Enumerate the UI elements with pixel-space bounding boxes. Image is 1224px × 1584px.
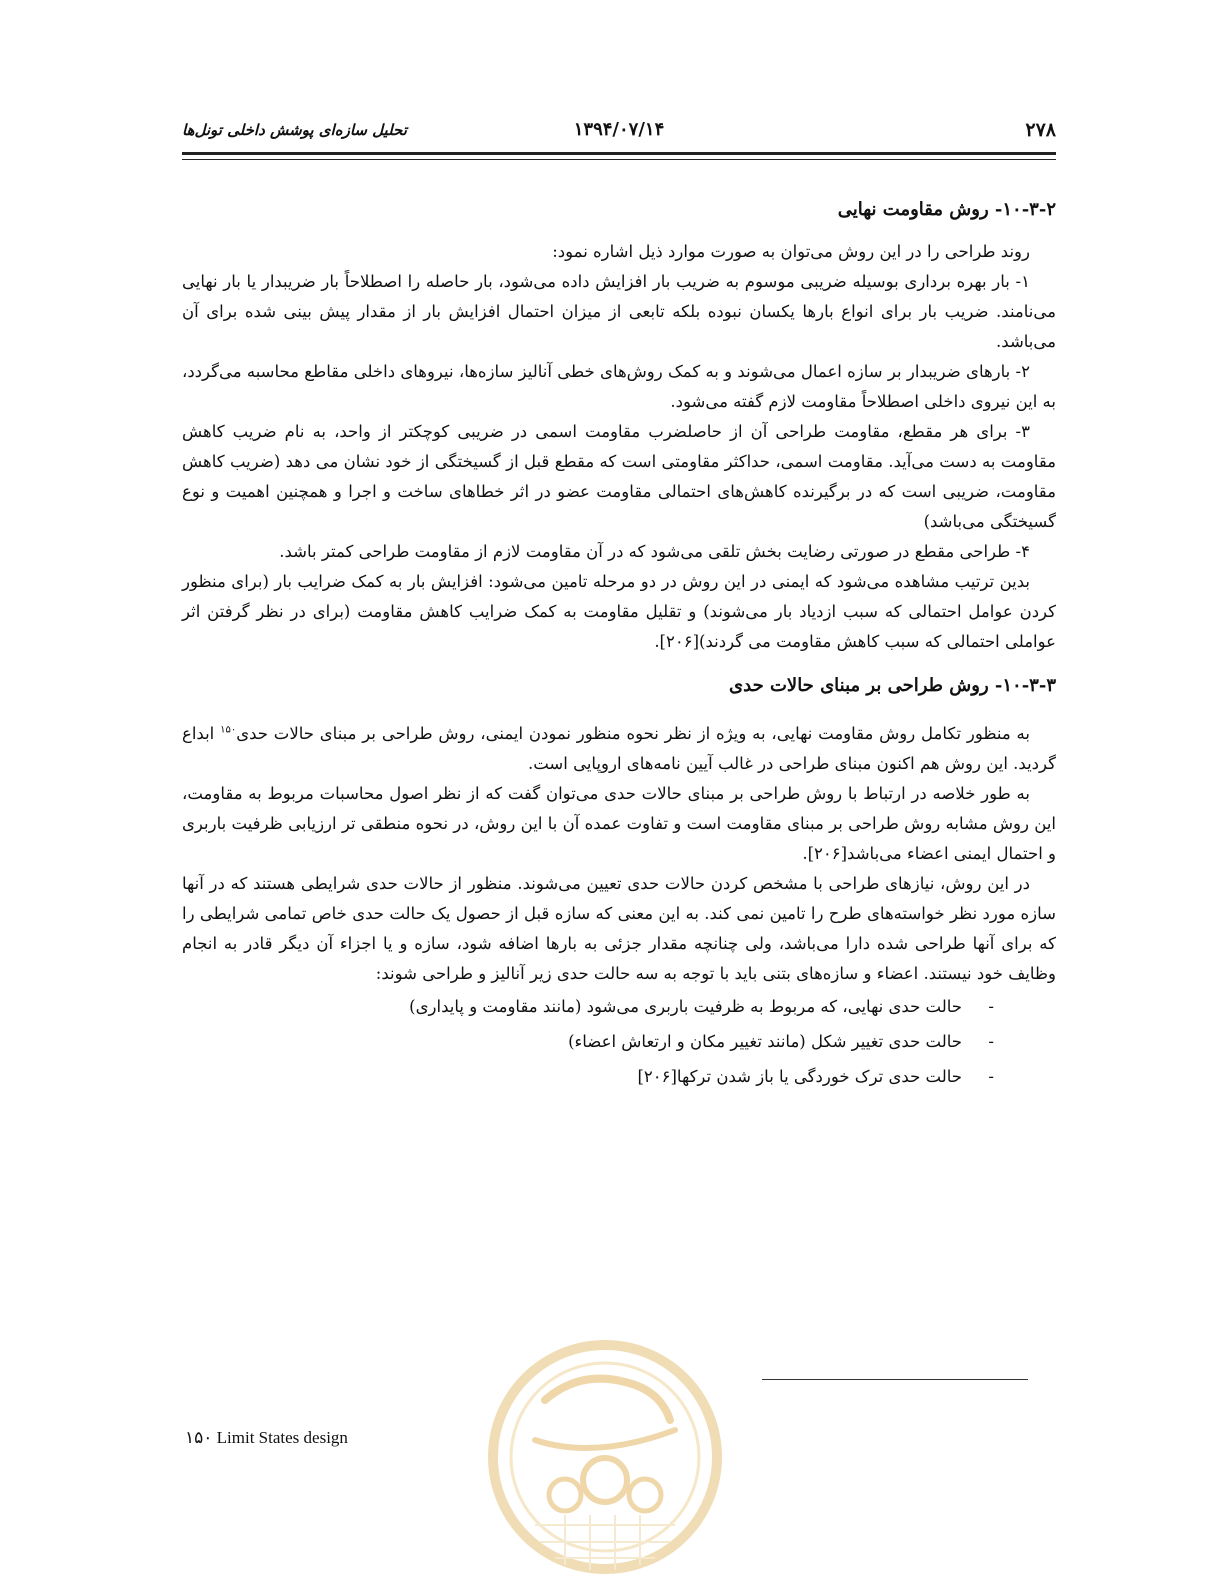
section1-conclusion: بدین ترتیب مشاهده می‌شود که ایمنی در این روش در دو مرحله تامین می‌شود: افزایش بار به کمک ضرایب بار (برای منظور کردن عوامل احتمالی که سبب ازدیاد بار می‌شوند) و تقلیل مقاومت به کمک ضرایب کاهش مقاومت (برای در نظر گرفتن اثر عواملی احتمالی که سبب کاهش مقاومت می گردند)[۲۰۶]. (182, 572, 1056, 651)
section2-p1-text-end: ابداع گردید. این روش هم اکنون مبنای طراحی در غالب آیین نامه‌های اروپایی است. (182, 724, 1056, 773)
section2-paragraph-3: در این روش، نیازهای طراحی با مشخص کردن حالات حدی تعیین می‌شوند. منظور از حالات حدی شرایطی هستند که در آنها سازه مورد نظر خواسته‌های طرح را تامین نمی کند. به این معنی که سازه قبل از حصول یک حالت حدی خاص تمامی شرایطی را که برای آنها طراحی شده دارا می‌باشد، ولی چنانچه مقدار جزئی به بارها اضافه شود، سازه و یا اجزاء آن دیگر قادر به انجام وظایف خود نیستند. اعضاء و سازه‌های بتنی باید با توجه به سه حالت حدی زیر آنالیز و طراحی شوند: (182, 874, 1056, 983)
list-item (182, 1024, 994, 1059)
footnote: ۱۵۰ Limit States design (185, 1428, 348, 1447)
section1-item-1: ۱- بار بهره برداری بوسیله ضریبی موسوم به ضریب بار افزایش داده می‌شود، بار حاصله را اصطلاحاً بار ضریبدار یا بار نهایی می‌نامند. ضریب بار برای انواع بارها یکسان نبوده بلکه تابعی از میزان احتمال افزایش بار از مقدار پیش بینی شده برای آن می‌باشد. (182, 272, 1056, 351)
section1-item-2: ۲- بارهای ضریبدار بر سازه اعمال می‌شوند و به کمک روش‌های خطی آنالیز سازه‌ها، نیروهای داخلی مقاطع محاسبه می‌گردد، به این نیروی داخلی اصطلاحاً مقاومت لازم گفته می‌شود. (182, 362, 1056, 411)
header-rule-thick (182, 152, 1056, 155)
section2-p1-text: به منظور تکامل روش مقاومت نهایی، به ویژه از نظر نحوه منظور نمودن ایمنی، روش طراحی بر مبنای حالات حدی (236, 724, 1030, 743)
page-number: ۲۷۸ (1025, 119, 1056, 141)
list-item (182, 1059, 994, 1094)
header-rule-thin (182, 159, 1056, 160)
section-heading-ultimate-strength: ۱۰-۳-۲- روش مقاومت نهایی (837, 199, 1056, 220)
publisher-seal-icon (485, 1330, 725, 1584)
page-body (182, 195, 1056, 1094)
list-dash: - (988, 1067, 994, 1086)
list-item-text: حالت حدی ترک خوردگی یا باز شدن ترکها[۲۰۶] (637, 1067, 962, 1086)
section1-intro: روند طراحی را در این روش می‌توان به صورت موارد ذیل اشاره نمود: (552, 242, 1030, 261)
list-dash: - (988, 997, 994, 1016)
section1-item-3: ۳- برای هر مقطع، مقاومت طراحی آن از حاصلضرب مقاومت اسمی در ضریبی کوچکتر از واحد، به نام ضریب کاهش مقاومت به دست می‌آید. مقاومت اسمی، حداکثر مقاومتی است که مقطع قبل از گسیختگی از خود نشان می دهد (ضریب کاهش مقاومت، ضریبی است که در برگیرنده کاهش‌های احتمالی مقاومت عضو در اثر خطاهای ساخت و اجرا و همچنین اهمیت و نوع گسیختگی می‌باشد) (182, 422, 1056, 531)
section2-paragraph-1 (182, 719, 1056, 779)
list-item-text: حالت حدی تغییر شکل (مانند تغییر مکان و ارتعاش اعضاء) (568, 1032, 962, 1051)
section1-item-4: ۴- طراحی مقطع در صورتی رضایت بخش تلقی می‌شود که در آن مقاومت لازم از مقاومت طراحی کمتر باشد. (279, 542, 1030, 561)
section2-paragraph-2: به طور خلاصه در ارتباط با روش طراحی بر مبنای حالات حدی می‌توان گفت که از نظر اصول محاسبات مربوط به مقاومت، این روش مشابه روش طراحی بر مبنای مقاومت است و تفاوت عمده آن با این روش، در نحوه منطقی تر ارزیابی ظرفیت باربری و احتمال ایمنی اعضاء می‌باشد[۲۰۶]. (182, 784, 1056, 863)
list-dash: - (988, 1032, 994, 1051)
book-title: تحلیل سازه‌ای پوشش داخلی تونل‌ها (182, 121, 407, 139)
section-heading-limit-states: ۱۰-۳-۳- روش طراحی بر مبنای حالات حدی (729, 675, 1056, 696)
limit-states-list (182, 989, 1056, 1094)
footnote-ref[interactable]: ۱۵۰ (220, 724, 237, 736)
page-header (182, 117, 1056, 147)
footnote-separator (762, 1379, 1028, 1380)
list-item-text: حالت حدی نهایی، که مربوط به ظرفیت باربری می‌شود (مانند مقاومت و پایداری) (409, 997, 962, 1016)
list-item (182, 989, 994, 1024)
header-date: ۱۳۹۴/۰۷/۱۴ (573, 119, 665, 140)
